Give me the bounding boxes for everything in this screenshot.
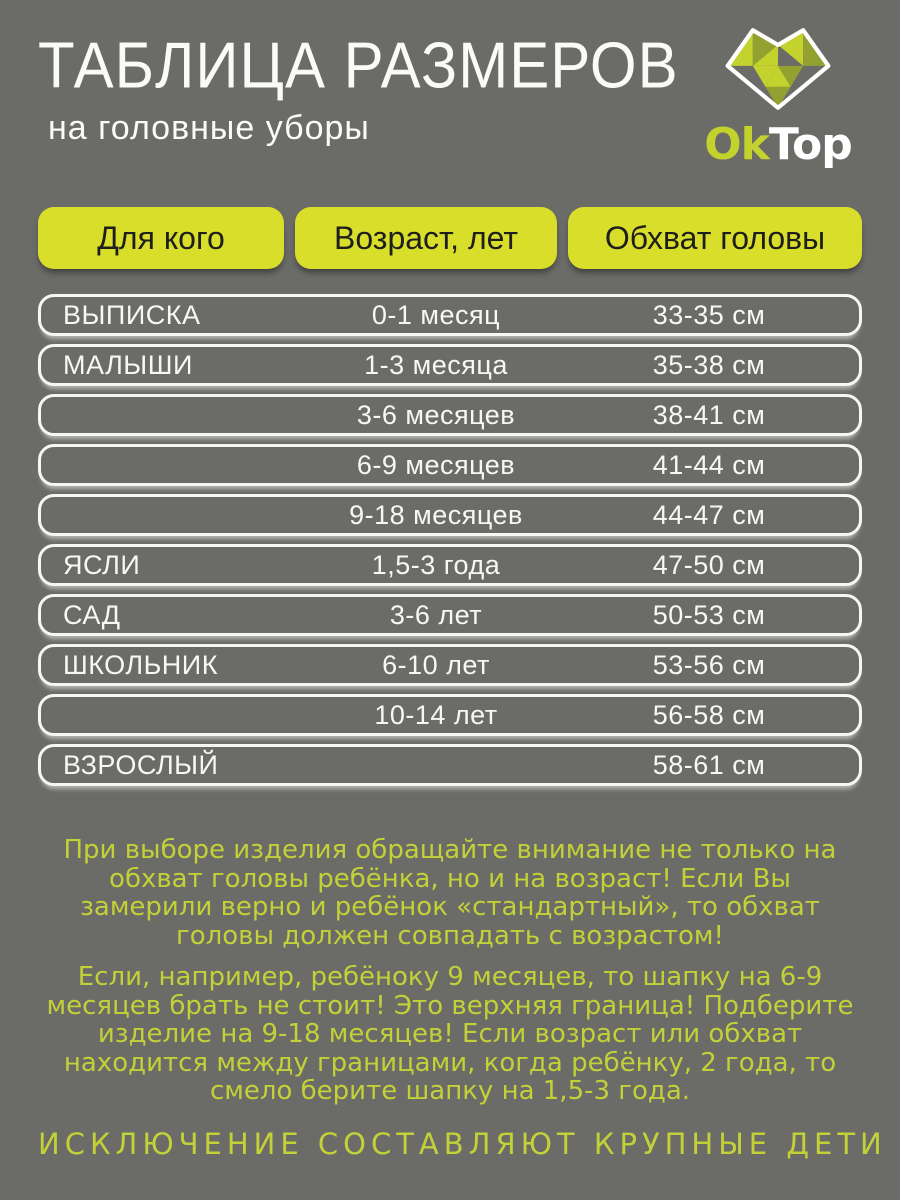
table-row [38, 444, 862, 486]
cell-head-size: 38-41 см [652, 399, 766, 430]
page-title: ТАБЛИЦА РАЗМЕРОВ [38, 29, 679, 102]
table-row [38, 394, 862, 436]
cell-for-whom: ВЗРОСЛЫЙ [63, 749, 219, 780]
table-row [38, 594, 862, 636]
table-row [38, 694, 862, 736]
table-row [38, 494, 862, 536]
cell-age: 3-6 лет [389, 599, 483, 630]
table-row [38, 544, 862, 586]
heart-logo-icon [698, 26, 858, 112]
cell-head-size: 56-58 см [652, 699, 766, 730]
brand-name-top: Top [768, 119, 852, 170]
cell-for-whom: САД [63, 599, 121, 630]
notes-block [38, 836, 862, 1106]
cell-head-size: 44-47 см [652, 499, 766, 530]
cell-head-size: 50-53 см [652, 599, 766, 630]
page-subtitle: на головные уборы [48, 109, 370, 147]
cell-age: 3-6 месяцев [356, 399, 516, 430]
column-header-row [38, 207, 862, 269]
note-paragraph-1: При выборе изделия обращайте внимание не только на обхват головы ребёнка, но и на возраст! Если Вы замерили верно и ребёнок «стандартный», то обхват головы должен совпадать с возрастом! [63, 835, 837, 951]
brand-logo [698, 26, 858, 170]
cell-age: 0-1 месяц [371, 299, 501, 330]
table-row [38, 294, 862, 336]
size-table [38, 294, 862, 786]
brand-name [698, 120, 858, 170]
cell-age: 1-3 месяца [364, 349, 508, 380]
note-paragraph-2: Если, например, ребёноку 9 месяцев, то шапку на 6-9 месяцев брать не стоит! Это верхняя граница! Подберите изделие на 9-18 месяцев! Если возраст или обхват находится между границами, когда ребёнку, 2 года, то смело берите шапку на 1,5-3 года. [46, 962, 854, 1106]
column-header-for-whom: Для кого [38, 207, 284, 269]
table-row [38, 344, 862, 386]
cell-head-size: 41-44 см [652, 449, 766, 480]
table-row [38, 744, 862, 786]
cell-for-whom: ШКОЛЬНИК [63, 649, 218, 680]
cell-age: 6-10 лет [382, 649, 490, 680]
cell-age: 6-9 месяцев [356, 449, 516, 480]
brand-name-ok: Ok [704, 119, 769, 170]
cell-for-whom: ВЫПИСКА [63, 299, 201, 330]
cell-age: 9-18 месяцев [349, 499, 523, 530]
cell-head-size: 58-61 см [652, 749, 766, 780]
cell-age: 1,5-3 года [371, 549, 501, 580]
cell-head-size: 35-38 см [652, 349, 766, 380]
footer-note: ИСКЛЮЧЕНИЕ СОСТАВЛЯЮТ КРУПНЫЕ ДЕТИ [38, 1126, 887, 1161]
cell-for-whom: ЯСЛИ [63, 549, 141, 580]
cell-age: 10-14 лет [374, 699, 498, 730]
table-row [38, 644, 862, 686]
cell-head-size: 33-35 см [652, 299, 766, 330]
column-header-age: Возраст, лет [295, 207, 557, 269]
column-header-head-size: Обхват головы [568, 207, 862, 269]
cell-for-whom: МАЛЫШИ [63, 349, 193, 380]
cell-head-size: 47-50 см [652, 549, 766, 580]
cell-head-size: 53-56 см [652, 649, 766, 680]
